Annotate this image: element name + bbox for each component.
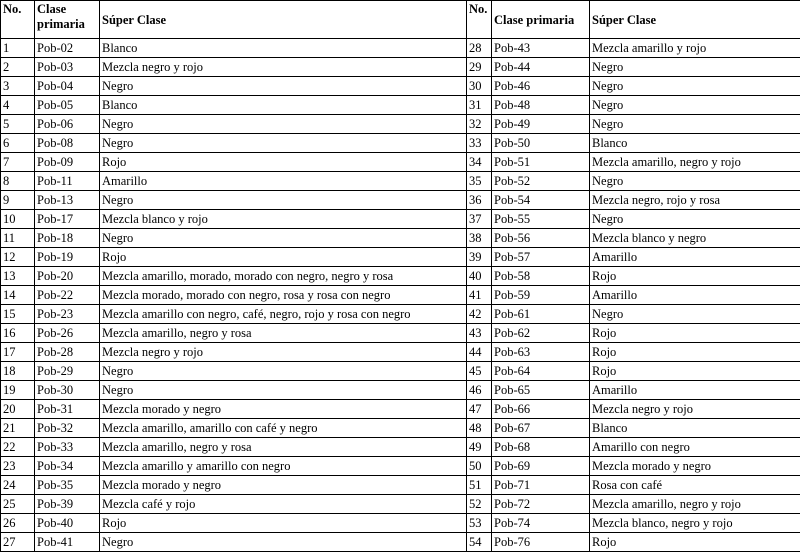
table-row <box>1 267 800 286</box>
super-clase-left: Amarillo <box>100 172 467 191</box>
super-clase-left: Mezcla amarillo, negro y rosa <box>100 324 467 343</box>
table-row <box>1 172 800 191</box>
clase-primaria-right: Pob-76 <box>492 533 590 552</box>
table-row <box>1 248 800 267</box>
super-clase-right: Negro <box>590 96 800 115</box>
row-number-right: 50 <box>467 457 492 476</box>
clase-primaria-right: Pob-52 <box>492 172 590 191</box>
clase-primaria-right: Pob-51 <box>492 153 590 172</box>
clase-primaria-left: Pob-35 <box>35 476 100 495</box>
super-clase-right: Rojo <box>590 324 800 343</box>
clase-primaria-left: Pob-13 <box>35 191 100 210</box>
super-clase-left: Mezcla negro y rojo <box>100 343 467 362</box>
clase-primaria-left: Pob-09 <box>35 153 100 172</box>
super-clase-left: Mezcla amarillo, negro y rosa <box>100 438 467 457</box>
clase-primaria-right: Pob-68 <box>492 438 590 457</box>
header-no-right: No. <box>467 1 492 39</box>
super-clase-right: Amarillo <box>590 286 800 305</box>
super-clase-left: Negro <box>100 362 467 381</box>
clase-primaria-left: Pob-29 <box>35 362 100 381</box>
row-number-right: 49 <box>467 438 492 457</box>
super-clase-left: Rojo <box>100 153 467 172</box>
row-number-left: 11 <box>1 229 35 248</box>
row-number-right: 29 <box>467 58 492 77</box>
table-row <box>1 400 800 419</box>
super-clase-right: Negro <box>590 58 800 77</box>
row-number-right: 37 <box>467 210 492 229</box>
row-number-left: 25 <box>1 495 35 514</box>
super-clase-right: Mezcla negro, rojo y rosa <box>590 191 800 210</box>
header-super-clase-right: Súper Clase <box>590 1 800 39</box>
clase-primaria-left: Pob-41 <box>35 533 100 552</box>
super-clase-left: Mezcla amarillo, morado, morado con negro, negro y rosa <box>100 267 467 286</box>
row-number-right: 46 <box>467 381 492 400</box>
table-row <box>1 324 800 343</box>
clase-primaria-left: Pob-17 <box>35 210 100 229</box>
row-number-left: 22 <box>1 438 35 457</box>
clase-primaria-left: Pob-02 <box>35 39 100 58</box>
row-number-right: 42 <box>467 305 492 324</box>
table-row <box>1 153 800 172</box>
table-row <box>1 58 800 77</box>
super-clase-left: Negro <box>100 115 467 134</box>
row-number-left: 14 <box>1 286 35 305</box>
row-number-left: 23 <box>1 457 35 476</box>
row-number-right: 54 <box>467 533 492 552</box>
row-number-left: 1 <box>1 39 35 58</box>
table-row <box>1 419 800 438</box>
row-number-left: 20 <box>1 400 35 419</box>
super-clase-right: Blanco <box>590 419 800 438</box>
table-row <box>1 438 800 457</box>
super-clase-left: Blanco <box>100 96 467 115</box>
clase-primaria-left: Pob-40 <box>35 514 100 533</box>
super-clase-left: Mezcla negro y rojo <box>100 58 467 77</box>
clase-primaria-right: Pob-69 <box>492 457 590 476</box>
clase-primaria-right: Pob-61 <box>492 305 590 324</box>
clase-primaria-left: Pob-33 <box>35 438 100 457</box>
row-number-right: 41 <box>467 286 492 305</box>
clase-primaria-right: Pob-59 <box>492 286 590 305</box>
row-number-right: 33 <box>467 134 492 153</box>
table-row <box>1 457 800 476</box>
row-number-left: 17 <box>1 343 35 362</box>
clase-primaria-left: Pob-28 <box>35 343 100 362</box>
table-row <box>1 229 800 248</box>
super-clase-left: Mezcla café y rojo <box>100 495 467 514</box>
clase-primaria-left: Pob-08 <box>35 134 100 153</box>
super-clase-right: Rojo <box>590 362 800 381</box>
super-clase-left: Negro <box>100 77 467 96</box>
clase-primaria-right: Pob-58 <box>492 267 590 286</box>
super-clase-right: Rojo <box>590 533 800 552</box>
row-number-left: 7 <box>1 153 35 172</box>
row-number-right: 51 <box>467 476 492 495</box>
super-clase-left: Mezcla blanco y rojo <box>100 210 467 229</box>
table-row <box>1 39 800 58</box>
super-clase-left: Negro <box>100 134 467 153</box>
clase-primaria-left: Pob-18 <box>35 229 100 248</box>
super-clase-left: Negro <box>100 533 467 552</box>
super-clase-left: Negro <box>100 191 467 210</box>
table-row <box>1 305 800 324</box>
super-clase-right: Negro <box>590 77 800 96</box>
clase-primaria-right: Pob-66 <box>492 400 590 419</box>
super-clase-right: Amarillo <box>590 248 800 267</box>
super-clase-right: Mezcla negro y rojo <box>590 400 800 419</box>
table-row <box>1 343 800 362</box>
clase-primaria-left: Pob-32 <box>35 419 100 438</box>
table-row <box>1 210 800 229</box>
clase-primaria-left: Pob-06 <box>35 115 100 134</box>
row-number-right: 36 <box>467 191 492 210</box>
clase-primaria-left: Pob-31 <box>35 400 100 419</box>
table-row <box>1 286 800 305</box>
row-number-left: 5 <box>1 115 35 134</box>
super-clase-left: Negro <box>100 229 467 248</box>
clase-primaria-left: Pob-23 <box>35 305 100 324</box>
row-number-right: 32 <box>467 115 492 134</box>
table-row <box>1 476 800 495</box>
clase-primaria-right: Pob-46 <box>492 77 590 96</box>
header-clase-primaria-right: Clase primaria <box>492 1 590 39</box>
super-clase-right: Negro <box>590 210 800 229</box>
super-clase-right: Negro <box>590 305 800 324</box>
row-number-left: 19 <box>1 381 35 400</box>
row-number-left: 8 <box>1 172 35 191</box>
clase-primaria-right: Pob-55 <box>492 210 590 229</box>
row-number-left: 24 <box>1 476 35 495</box>
row-number-right: 38 <box>467 229 492 248</box>
row-number-right: 35 <box>467 172 492 191</box>
table-row <box>1 381 800 400</box>
clase-primaria-right: Pob-57 <box>492 248 590 267</box>
clase-primaria-right: Pob-62 <box>492 324 590 343</box>
row-number-left: 3 <box>1 77 35 96</box>
row-number-left: 2 <box>1 58 35 77</box>
clase-primaria-right: Pob-50 <box>492 134 590 153</box>
table-row <box>1 362 800 381</box>
clase-primaria-left: Pob-04 <box>35 77 100 96</box>
row-number-left: 13 <box>1 267 35 286</box>
row-number-right: 31 <box>467 96 492 115</box>
clase-primaria-left: Pob-20 <box>35 267 100 286</box>
row-number-right: 44 <box>467 343 492 362</box>
clase-primaria-left: Pob-26 <box>35 324 100 343</box>
row-number-left: 15 <box>1 305 35 324</box>
row-number-left: 21 <box>1 419 35 438</box>
row-number-left: 6 <box>1 134 35 153</box>
clase-primaria-right: Pob-64 <box>492 362 590 381</box>
super-clase-right: Rojo <box>590 343 800 362</box>
row-number-left: 18 <box>1 362 35 381</box>
clase-primaria-right: Pob-71 <box>492 476 590 495</box>
row-number-right: 47 <box>467 400 492 419</box>
row-number-right: 43 <box>467 324 492 343</box>
table-row <box>1 134 800 153</box>
row-number-left: 12 <box>1 248 35 267</box>
super-clase-right: Mezcla amarillo, negro y rojo <box>590 495 800 514</box>
row-number-right: 53 <box>467 514 492 533</box>
super-clase-left: Mezcla amarillo con negro, café, negro, rojo y rosa con negro <box>100 305 467 324</box>
super-clase-left: Mezcla amarillo, amarillo con café y negro <box>100 419 467 438</box>
super-clase-left: Mezcla morado y negro <box>100 476 467 495</box>
table-row <box>1 115 800 134</box>
clase-primaria-right: Pob-56 <box>492 229 590 248</box>
super-clase-right: Negro <box>590 172 800 191</box>
super-clase-right: Mezcla amarillo y rojo <box>590 39 800 58</box>
super-clase-right: Amarillo <box>590 381 800 400</box>
row-number-right: 28 <box>467 39 492 58</box>
header-row <box>1 1 800 39</box>
super-clase-right: Mezcla morado y negro <box>590 457 800 476</box>
clase-primaria-right: Pob-49 <box>492 115 590 134</box>
header-no-left: No. <box>1 1 35 39</box>
super-clase-right: Negro <box>590 115 800 134</box>
clase-primaria-right: Pob-63 <box>492 343 590 362</box>
row-number-left: 27 <box>1 533 35 552</box>
clase-primaria-left: Pob-11 <box>35 172 100 191</box>
clase-primaria-left: Pob-03 <box>35 58 100 77</box>
header-clase-primaria-left: Clase primaria <box>35 1 100 39</box>
row-number-left: 16 <box>1 324 35 343</box>
clase-primaria-right: Pob-74 <box>492 514 590 533</box>
table-row <box>1 96 800 115</box>
super-clase-left: Blanco <box>100 39 467 58</box>
super-clase-left: Mezcla amarillo y amarillo con negro <box>100 457 467 476</box>
row-number-left: 9 <box>1 191 35 210</box>
super-clase-right: Mezcla blanco, negro y rojo <box>590 514 800 533</box>
clase-primaria-left: Pob-34 <box>35 457 100 476</box>
table-row <box>1 495 800 514</box>
super-clase-right: Amarillo con negro <box>590 438 800 457</box>
clase-primaria-right: Pob-48 <box>492 96 590 115</box>
table-row <box>1 77 800 96</box>
row-number-right: 40 <box>467 267 492 286</box>
row-number-right: 30 <box>467 77 492 96</box>
row-number-right: 45 <box>467 362 492 381</box>
row-number-left: 26 <box>1 514 35 533</box>
row-number-right: 52 <box>467 495 492 514</box>
clase-primaria-left: Pob-39 <box>35 495 100 514</box>
row-number-left: 10 <box>1 210 35 229</box>
super-clase-left: Rojo <box>100 514 467 533</box>
clase-primaria-right: Pob-72 <box>492 495 590 514</box>
clase-primaria-right: Pob-54 <box>492 191 590 210</box>
table-body <box>1 39 800 552</box>
clase-primaria-right: Pob-67 <box>492 419 590 438</box>
header-super-clase-left: Súper Clase <box>100 1 467 39</box>
super-clase-left: Mezcla morado, morado con negro, rosa y rosa con negro <box>100 286 467 305</box>
super-clase-left: Mezcla morado y negro <box>100 400 467 419</box>
super-clase-right: Mezcla blanco y negro <box>590 229 800 248</box>
clase-primaria-left: Pob-22 <box>35 286 100 305</box>
row-number-right: 34 <box>467 153 492 172</box>
super-clase-right: Rojo <box>590 267 800 286</box>
super-clase-left: Negro <box>100 381 467 400</box>
row-number-left: 4 <box>1 96 35 115</box>
super-clase-right: Blanco <box>590 134 800 153</box>
table-row <box>1 514 800 533</box>
clase-primaria-right: Pob-65 <box>492 381 590 400</box>
clase-primaria-left: Pob-30 <box>35 381 100 400</box>
clase-primaria-left: Pob-05 <box>35 96 100 115</box>
table-row <box>1 191 800 210</box>
super-clase-right: Rosa con café <box>590 476 800 495</box>
row-number-right: 48 <box>467 419 492 438</box>
clase-primaria-left: Pob-19 <box>35 248 100 267</box>
clase-primaria-right: Pob-44 <box>492 58 590 77</box>
super-clase-left: Rojo <box>100 248 467 267</box>
super-clase-right: Mezcla amarillo, negro y rojo <box>590 153 800 172</box>
clase-primaria-right: Pob-43 <box>492 39 590 58</box>
row-number-right: 39 <box>467 248 492 267</box>
